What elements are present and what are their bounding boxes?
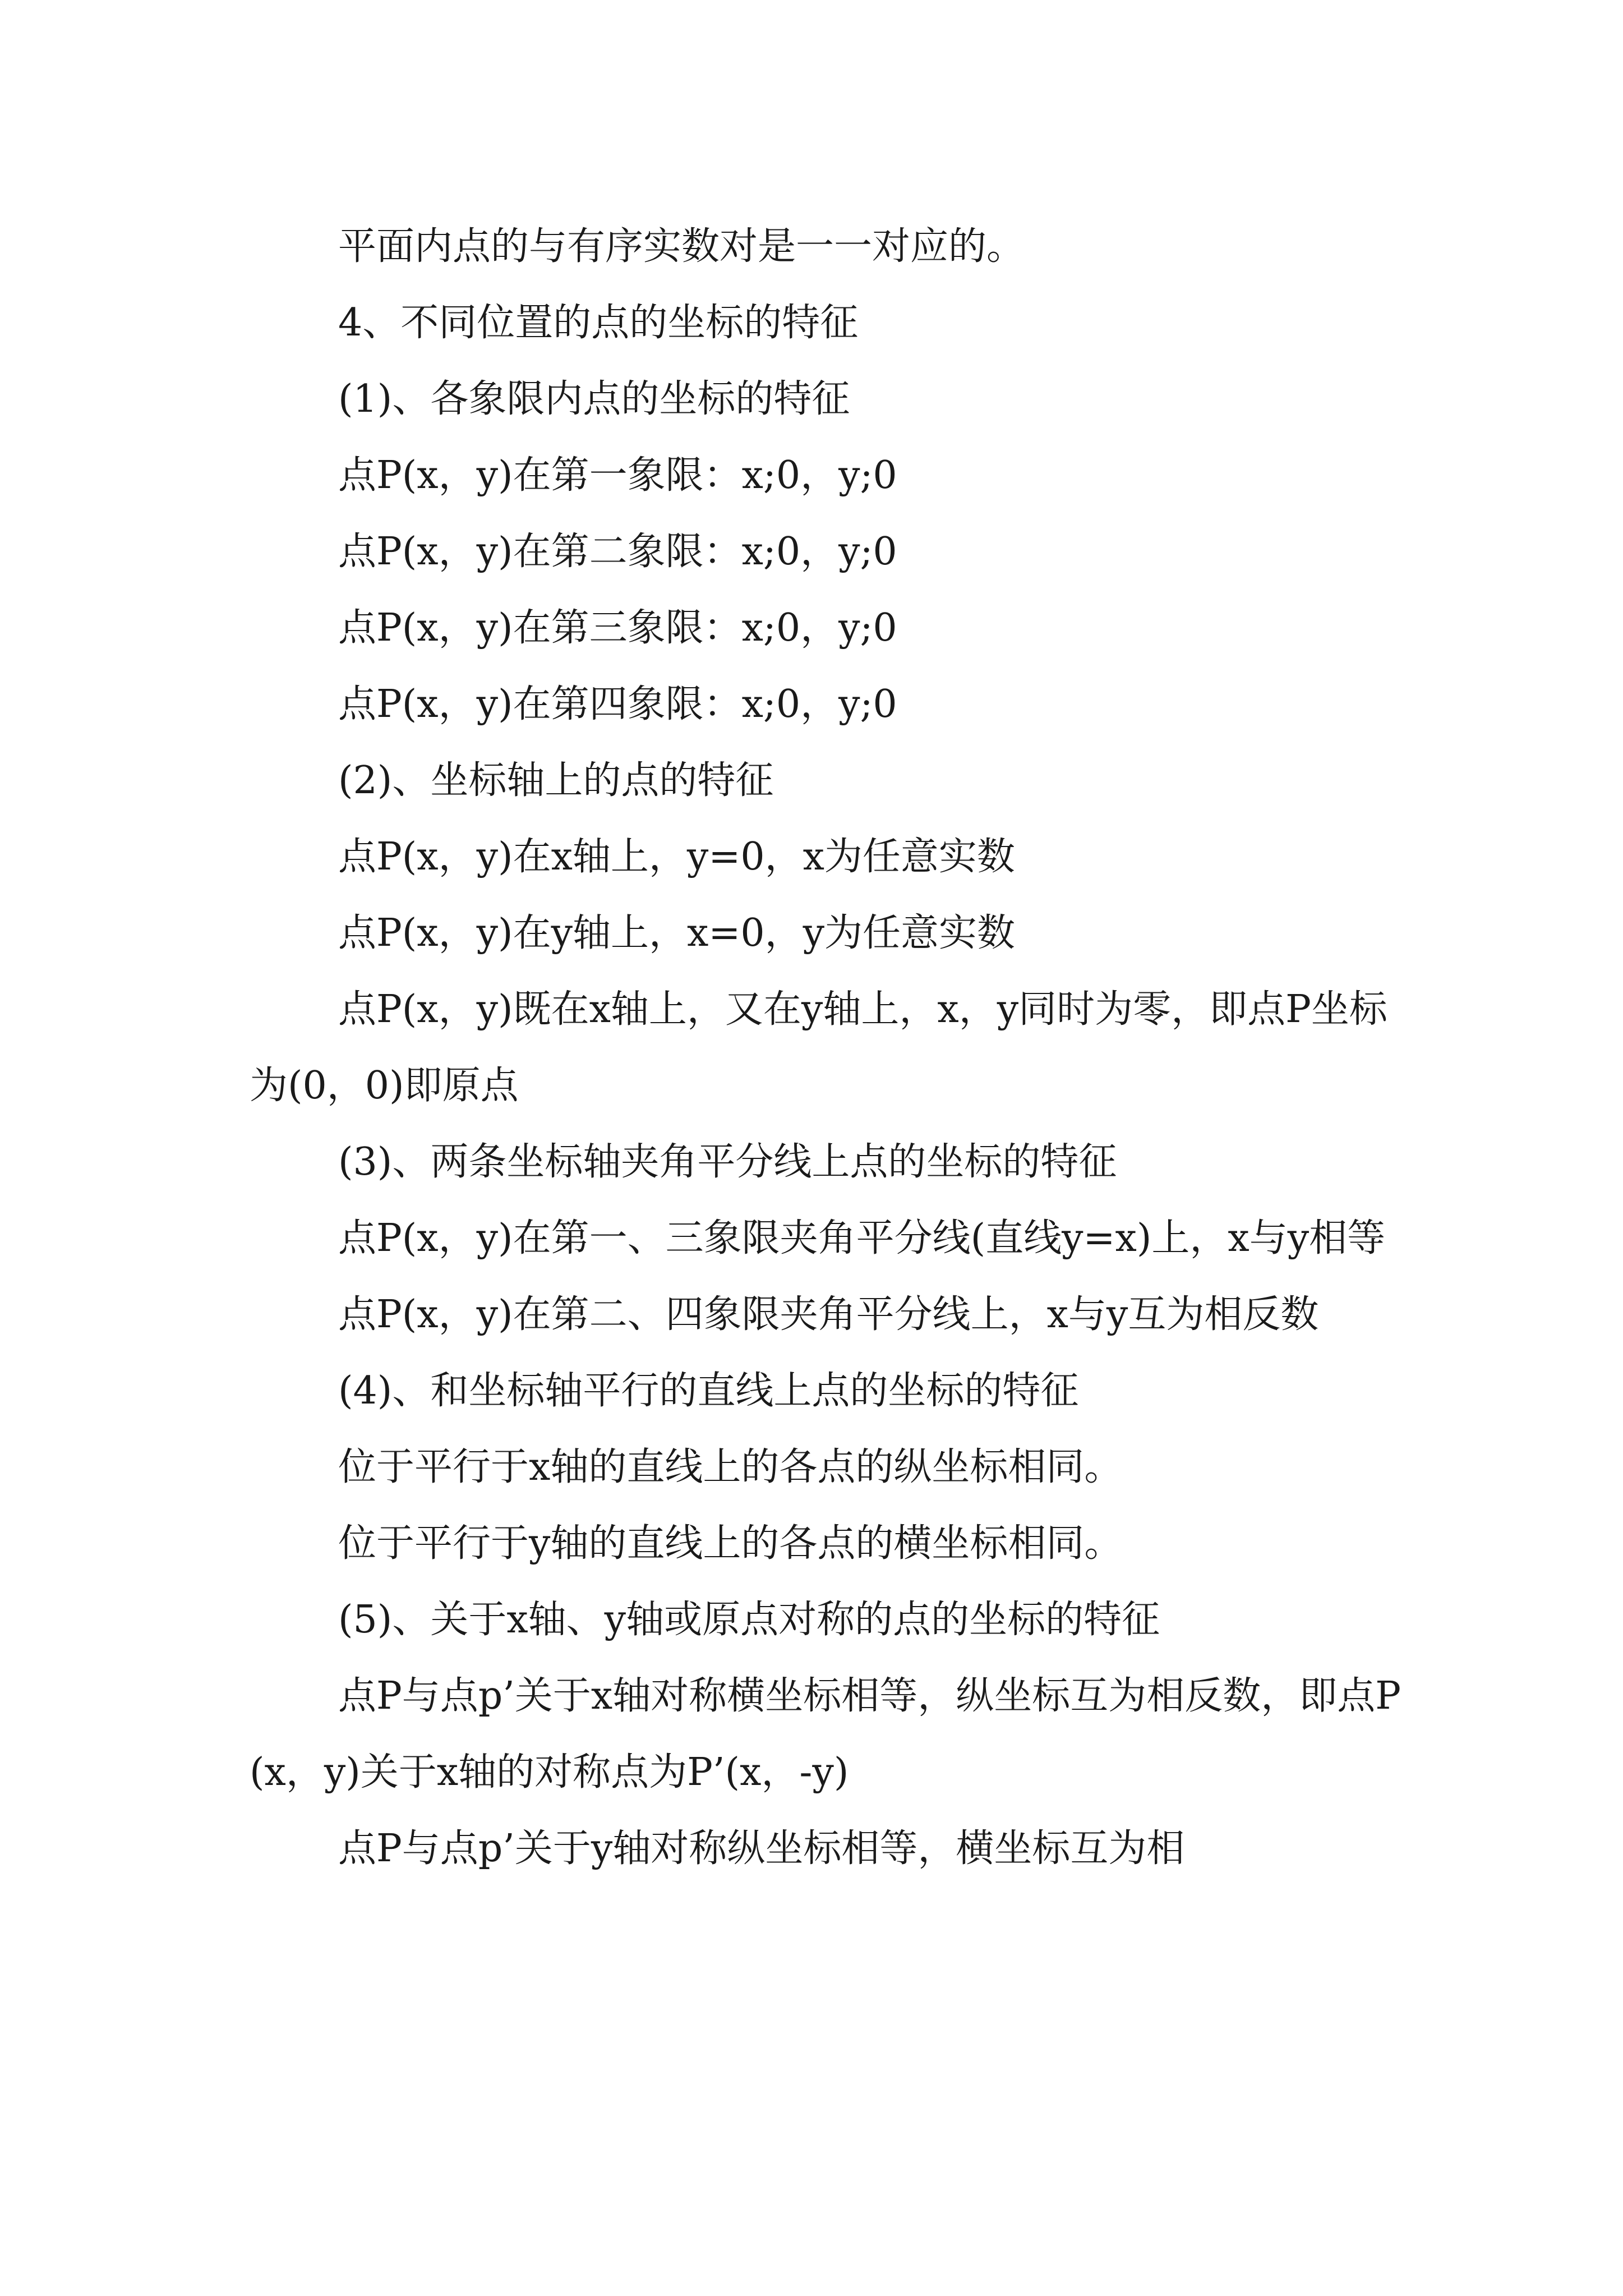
paragraph: 点P(x，y)既在x轴上，又在y轴上，x，y同时为零，即点P坐标为(0，0)即原点 <box>250 987 1387 1108</box>
paragraph: 点P(x，y)在第三象限：x;0，y;0 <box>338 606 897 650</box>
subsection-heading: (4)、和坐标轴平行的直线上点的坐标的特征 <box>338 1369 1079 1413</box>
section-heading: 4、不同位置的点的坐标的特征 <box>338 301 859 345</box>
paragraph: 点P(x，y)在y轴上，x=0，y为任意实数 <box>338 911 1016 955</box>
paragraph: 点P(x，y)在第一、三象限夹角平分线(直线y=x)上，x与y相等 <box>338 1216 1386 1260</box>
subsection-heading: (2)、坐标轴上的点的特征 <box>338 758 774 803</box>
paragraph: 点P(x，y)在第二象限：x;0，y;0 <box>338 530 897 574</box>
paragraph: 点P(x，y)在第一象限：x;0，y;0 <box>338 453 897 498</box>
paragraph: 点P与点p’关于y轴对称纵坐标相等，横坐标互为相 <box>338 1826 1185 1871</box>
paragraph: 点P与点p’关于x轴对称横坐标相等，纵坐标互为相反数，即点P(x，y)关于x轴的对称点为P’(x，-y) <box>250 1674 1401 1795</box>
paragraph: 平面内点的与有序实数对是一一对应的。 <box>338 224 1025 269</box>
paragraph: 位于平行于y轴的直线上的各点的横坐标相同。 <box>338 1521 1123 1566</box>
paragraph: 点P(x，y)在第二、四象限夹角平分线上，x与y互为相反数 <box>338 1292 1319 1337</box>
paragraph: 位于平行于x轴的直线上的各点的纵坐标相同。 <box>338 1445 1123 1489</box>
subsection-heading: (1)、各象限内点的坐标的特征 <box>338 377 850 421</box>
paragraph: 点P(x，y)在第四象限：x;0，y;0 <box>338 682 897 726</box>
document-body <box>250 209 1413 1887</box>
paragraph: 点P(x，y)在x轴上，y=0，x为任意实数 <box>338 835 1015 879</box>
subsection-heading: (5)、关于x轴、y轴或原点对称的点的坐标的特征 <box>338 1598 1160 1642</box>
subsection-heading: (3)、两条坐标轴夹角平分线上点的坐标的特征 <box>338 1140 1117 1184</box>
